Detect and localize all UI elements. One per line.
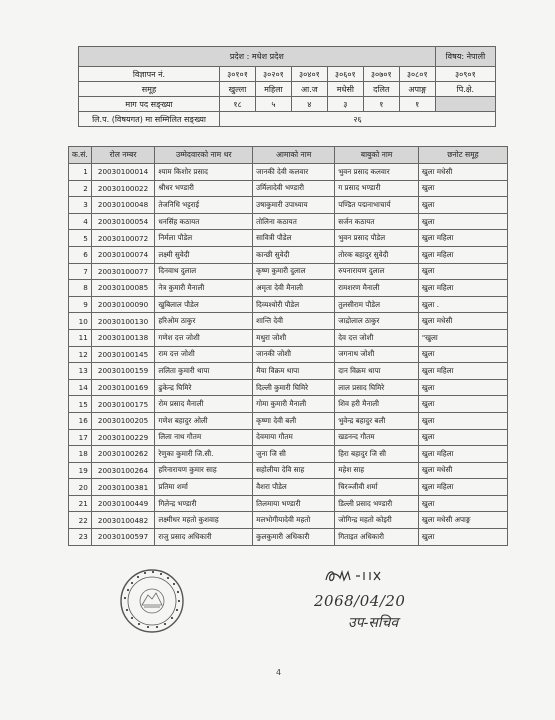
cell-name: निर्मला पौडेल <box>155 230 253 247</box>
cell-father: जाद्रोलाल ठाकुर <box>335 313 419 330</box>
table-row <box>69 479 508 496</box>
cell-group: खुला मधेसी <box>418 164 507 181</box>
cell-mother: मथुरा जोशी <box>253 329 335 346</box>
cell-mother: कृष्ण कुमारी दुलाल <box>253 263 335 280</box>
header-name: उम्मेदवारको नाम थर <box>155 147 253 164</box>
cell-roll: 20030100175 <box>91 396 155 413</box>
table-row <box>69 180 508 197</box>
cell: ३०१०१ <box>220 67 256 82</box>
cell-mother: कुलकुमारी अधिकारी <box>253 529 335 546</box>
cell-roll: 20030100597 <box>91 529 155 546</box>
cell-group: खुला <box>418 396 507 413</box>
cell-mother: गोमा कुमारी मैनाली <box>253 396 335 413</box>
cell-sn: 4 <box>69 213 92 230</box>
cell-name: रोम प्रसाद मैनाली <box>155 396 253 413</box>
subject-label: विषय: नेपाली <box>435 47 495 67</box>
table-row <box>69 296 508 313</box>
cell: अपाङ्ग <box>399 82 435 97</box>
cell-group: खुला <box>418 213 507 230</box>
advertisement-row <box>79 67 496 82</box>
cell-name: दिनवाथ दुलाल <box>155 263 253 280</box>
cell-father: रुपनारायण दुलाल <box>335 263 419 280</box>
cell-sn: 18 <box>69 446 92 463</box>
table-row <box>69 164 508 181</box>
cell-father: महेश साह <box>335 462 419 479</box>
cell: ३०२०१ <box>255 67 291 82</box>
header-roll: रोल नम्बर <box>91 147 155 164</box>
cell-father: जगनाथ जोशी <box>335 346 419 363</box>
cell-roll: 20030100090 <box>91 296 155 313</box>
cell-mother: कृष्णा देवी बली <box>253 412 335 429</box>
cell: ३ <box>327 97 363 112</box>
cell-group: खुला <box>418 379 507 396</box>
cell-mother: उर्मिलादेवी भण्डारी <box>253 180 335 197</box>
cell-name: गणेश दत्त जोशी <box>155 329 253 346</box>
cell-name: नेत्र कुमारी मैनाली <box>155 280 253 297</box>
cell-group: खुला महिला <box>418 230 507 247</box>
header-father: बाबुको नाम <box>335 147 419 164</box>
cell-sn: 1 <box>69 164 92 181</box>
exam-count-row <box>79 112 496 127</box>
cell-mother: वैशरा पौडेल <box>253 479 335 496</box>
cell-roll: 20030100014 <box>91 164 155 181</box>
cell-father: पण्डित पद्मनाभाचार्य <box>335 197 419 214</box>
cell: महिला <box>255 82 291 97</box>
table-row <box>69 280 508 297</box>
cell-group: "खुला <box>418 329 507 346</box>
cell-name: श्याम किशोर प्रसाद <box>155 164 253 181</box>
cell: ३०८०१ <box>399 67 435 82</box>
exam-count-value: २६ <box>220 112 496 127</box>
cell-mother: दिल्ली कुमारी घिमिरे <box>253 379 335 396</box>
cell-group: खुला <box>418 429 507 446</box>
cell: ४ <box>291 97 327 112</box>
cell-roll: 20030100054 <box>91 213 155 230</box>
cell-group: खुला <box>418 197 507 214</box>
cell-roll: 20030100264 <box>91 462 155 479</box>
cell-roll: 20030100229 <box>91 429 155 446</box>
cell-group: खुला मधेसी <box>418 313 507 330</box>
table-row <box>69 379 508 396</box>
row-label: लि.प. (विषयगत) मा सम्मिलित सङ्ख्या <box>79 112 220 127</box>
cell-name: हरिओम ठाकुर <box>155 313 253 330</box>
cell-name: श्रीधर भण्डारी <box>155 180 253 197</box>
cell-roll: 20030100381 <box>91 479 155 496</box>
cell-roll: 20030100085 <box>91 280 155 297</box>
cell-name: प्रतिमा शर्मा <box>155 479 253 496</box>
table-row <box>69 263 508 280</box>
cell-father: ग प्रसाद भण्डारी <box>335 180 419 197</box>
table-row <box>69 363 508 380</box>
table-row <box>69 529 508 546</box>
cell: मधेसी <box>327 82 363 97</box>
province-label: प्रदेश : मधेश प्रदेश <box>79 47 436 67</box>
cell-mother: तोलिना कठायत <box>253 213 335 230</box>
cell-roll: 20030100072 <box>91 230 155 247</box>
cell-father: गिताइत अधिकारी <box>335 529 419 546</box>
page-number: 4 <box>276 668 282 677</box>
cell-father: भुवन प्रसाद पौडेल <box>335 230 419 247</box>
cell-father: लाल प्रसाद घिमिरे <box>335 379 419 396</box>
cell: दलित <box>363 82 399 97</box>
cell: ३०४०१ <box>291 67 327 82</box>
cell-roll: 20030100262 <box>91 446 155 463</box>
cell: ३०६०१ <box>327 67 363 82</box>
table-row <box>69 396 508 413</box>
cell-name: तेजनिधि भट्टराई <box>155 197 253 214</box>
cell-father: चिरञ्जीवी शर्मा <box>335 479 419 496</box>
cell-sn: 7 <box>69 263 92 280</box>
cell: आ.ज <box>291 82 327 97</box>
table-row <box>69 213 508 230</box>
cell-name: रेणुका कुमारी जि.सी. <box>155 446 253 463</box>
cell-sn: 21 <box>69 495 92 512</box>
cell-sn: 8 <box>69 280 92 297</box>
cell-mother: जानकी देवी कलवार <box>253 164 335 181</box>
cell-group: खुला <box>418 412 507 429</box>
cell-group: खुला <box>418 529 507 546</box>
cell-father: तुलसीराम पौडेल <box>335 296 419 313</box>
cell: १८ <box>220 97 256 112</box>
cell-sn: 17 <box>69 429 92 446</box>
table-row <box>69 230 508 247</box>
cell-name: धनसिंह कठायत <box>155 213 253 230</box>
table-row <box>69 246 508 263</box>
cell-group: खुला महिला <box>418 246 507 263</box>
header-mother: आमाको नाम <box>253 147 335 164</box>
cell-mother: दिव्यश्वोरी पौडेल <box>253 296 335 313</box>
cell-sn: 11 <box>69 329 92 346</box>
cell-roll: 20030100074 <box>91 246 155 263</box>
cell-sn: 6 <box>69 246 92 263</box>
signature-icon <box>322 566 442 586</box>
cell-sn: 20 <box>69 479 92 496</box>
cell-sn: 12 <box>69 346 92 363</box>
cell: ३०९०१ <box>435 67 495 82</box>
cell-roll: 20030100482 <box>91 512 155 529</box>
seal-icon <box>118 567 186 635</box>
candidate-roster-table <box>68 146 508 546</box>
cell-name: ललिता कुमारी थापा <box>155 363 253 380</box>
official-seal <box>118 567 186 635</box>
cell-father: डिल्ली प्रसाद भण्डारी <box>335 495 419 512</box>
cell-mother: उषाकुमारी उपाध्याय <box>253 197 335 214</box>
cell-name: राजु प्रसाद अधिकारी <box>155 529 253 546</box>
table-row <box>69 412 508 429</box>
cell-group: खुला <box>418 495 507 512</box>
table-row <box>69 446 508 463</box>
cell-group: खुला . <box>418 296 507 313</box>
cell-mother: सावित्री पौडेल <box>253 230 335 247</box>
cell-group: खुला महिला <box>418 479 507 496</box>
cell-roll: 20030100145 <box>91 346 155 363</box>
cell-sn: 16 <box>69 412 92 429</box>
cell-group: खुला मधेसी <box>418 462 507 479</box>
group-row <box>79 82 496 97</box>
cell: १ <box>363 97 399 112</box>
table-row <box>69 495 508 512</box>
cell-father: रामशरण मैनाली <box>335 280 419 297</box>
row-label: समूह <box>79 82 220 97</box>
cell-roll: 20030100077 <box>91 263 155 280</box>
cell-roll: 20030100159 <box>91 363 155 380</box>
cell-sn: 15 <box>69 396 92 413</box>
row-label: विज्ञापन नं. <box>79 67 220 82</box>
cell-group: खुला महिला <box>418 446 507 463</box>
cell-father: तोरक बहादुर सुवेदी <box>335 246 419 263</box>
cell-group: खुला <box>418 346 507 363</box>
header-group: छनोट समूह <box>418 147 507 164</box>
cell-roll: 20030100022 <box>91 180 155 197</box>
cell-father: शिव हरी मैनाली <box>335 396 419 413</box>
cell: १ <box>399 97 435 112</box>
cell-sn: 2 <box>69 180 92 197</box>
header-sn: क.सं. <box>69 147 92 164</box>
roster-body <box>69 164 508 546</box>
table-row <box>69 313 508 330</box>
table-row <box>69 462 508 479</box>
cell-group: खुला मधेसी अपाङ्ग <box>418 512 507 529</box>
cell-roll: 20030100130 <box>91 313 155 330</box>
posts-row <box>79 97 496 112</box>
cell-mother: सहोलीया देवि साह <box>253 462 335 479</box>
cell-group: खुला महिला <box>418 363 507 380</box>
cell-sn: 9 <box>69 296 92 313</box>
cell-roll: 20030100449 <box>91 495 155 512</box>
cell-father: भुवेन्द्र बहादुर बली <box>335 412 419 429</box>
handwritten-signature <box>322 566 442 586</box>
cell-name: लक्ष्मी सुवेदी <box>155 246 253 263</box>
cell-roll: 20030100048 <box>91 197 155 214</box>
cell: ५ <box>255 97 291 112</box>
cell-sn: 23 <box>69 529 92 546</box>
cell-father: हिरा बहादुर जि सी <box>335 446 419 463</box>
cell-sn: 3 <box>69 197 92 214</box>
cell: खुल्ला <box>220 82 256 97</box>
table-row <box>69 329 508 346</box>
cell-mother: जानकी जोशी <box>253 346 335 363</box>
vacancy-summary-table <box>78 46 496 127</box>
cell-mother: मलभोगीयादेवी महतो <box>253 512 335 529</box>
cell-sn: 5 <box>69 230 92 247</box>
cell-father: जोगिन्द्र महतो कोइरी <box>335 512 419 529</box>
cell-father: खडनन्द गौतम <box>335 429 419 446</box>
cell-name: खुबिलाल पौडेल <box>155 296 253 313</box>
cell: पि.क्षे. <box>435 82 495 97</box>
cell-roll: 20030100138 <box>91 329 155 346</box>
cell-roll: 20030100169 <box>91 379 155 396</box>
cell-father: देव दत्त जोशी <box>335 329 419 346</box>
cell-mother: शान्ति देवी <box>253 313 335 330</box>
cell-mother: अमृता देवी मैनाली <box>253 280 335 297</box>
cell-sn: 13 <box>69 363 92 380</box>
cell-sn: 10 <box>69 313 92 330</box>
signature-date: 2068/04/20 <box>314 592 406 610</box>
cell-mother: देवमाया गौतम <box>253 429 335 446</box>
roster-header-row <box>69 147 508 164</box>
cell-group: खुला <box>418 263 507 280</box>
cell-group: खुला <box>418 180 507 197</box>
cell-father: भुवन प्रसाद कलवार <box>335 164 419 181</box>
table-row <box>69 197 508 214</box>
cell-sn: 19 <box>69 462 92 479</box>
table-row <box>69 429 508 446</box>
cell <box>435 97 495 112</box>
cell-group: खुला महिला <box>418 280 507 297</box>
cell-mother: मैया विक्रम थापा <box>253 363 335 380</box>
cell: ३०७०१ <box>363 67 399 82</box>
table-row <box>69 346 508 363</box>
cell-name: गिलेन्द्र भण्डारी <box>155 495 253 512</box>
cell-name: गणेश बहादुर ओली <box>155 412 253 429</box>
cell-name: लिला नाथ गौतम <box>155 429 253 446</box>
cell-mother: तिलमाया भण्डारी <box>253 495 335 512</box>
table-row <box>69 512 508 529</box>
cell-name: लक्ष्मीधर महतो कुशवाह <box>155 512 253 529</box>
cell-mother: जुना जि सी <box>253 446 335 463</box>
cell-father: दान विक्रम थापा <box>335 363 419 380</box>
cell-roll: 20030100205 <box>91 412 155 429</box>
cell-sn: 14 <box>69 379 92 396</box>
row-label: माग पद सङ्ख्या <box>79 97 220 112</box>
cell-sn: 22 <box>69 512 92 529</box>
signatory-title: उप-सचिव <box>348 615 399 631</box>
cell-name: हरिनारायण कुमार साह <box>155 462 253 479</box>
cell-name: ढुकेन्द्र घिमिरे <box>155 379 253 396</box>
cell-name: राम दत्त जोशी <box>155 346 253 363</box>
cell-mother: कान्छी सुवेदी <box>253 246 335 263</box>
cell-father: सर्जन कठायत <box>335 213 419 230</box>
